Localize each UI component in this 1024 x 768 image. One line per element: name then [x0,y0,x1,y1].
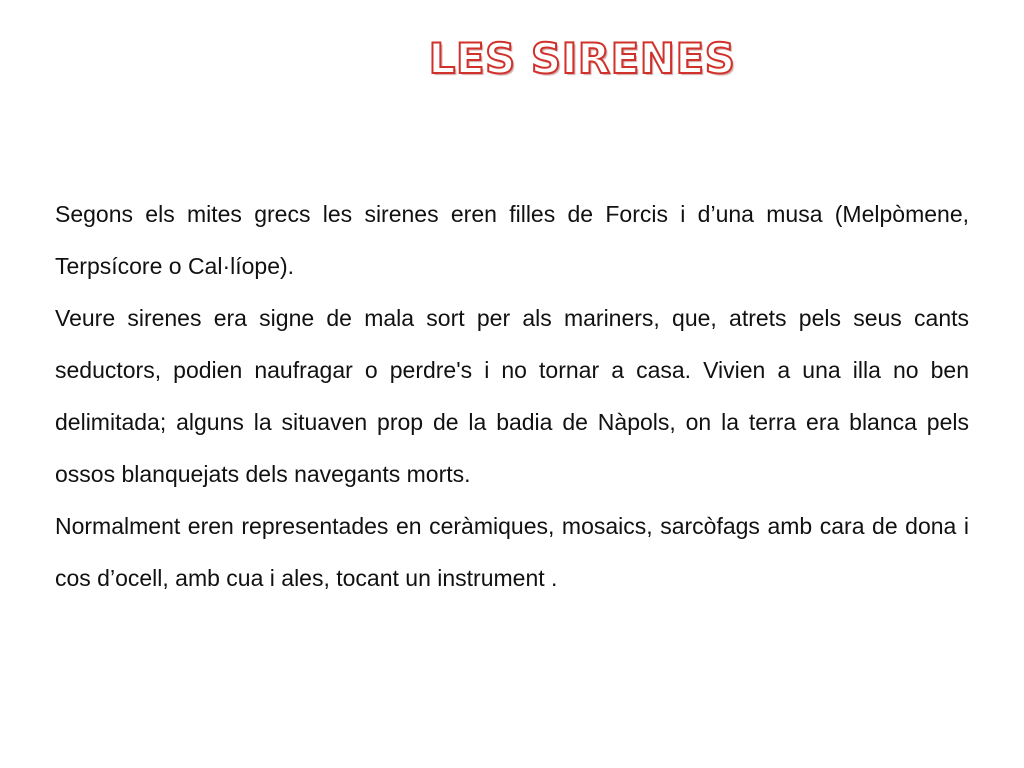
slide-title: LES SIRENES [428,34,736,83]
slide-body [55,188,969,604]
paragraph-omen: Veure sirenes era signe de mala sort per als mariners, que, atrets pels seus cants seductors, podien naufragar o perdre's i no tornar a casa. Vivien a una illa no ben delimitada; alguns la situaven prop de la badia de Nàpols, on la terra era blanca pels ossos blanquejats dels navegants morts. [55,305,969,487]
paragraph-representation: Normalment eren representades en ceràmiques, mosaics, sarcòfags amb cara de dona i cos d’ocell, amb cua i ales, tocant un instrument . [55,513,969,591]
paragraph-origin: Segons els mites grecs les sirenes eren filles de Forcis i d’una musa (Melpòmene, Terpsícore o Cal·líope). [55,201,969,279]
